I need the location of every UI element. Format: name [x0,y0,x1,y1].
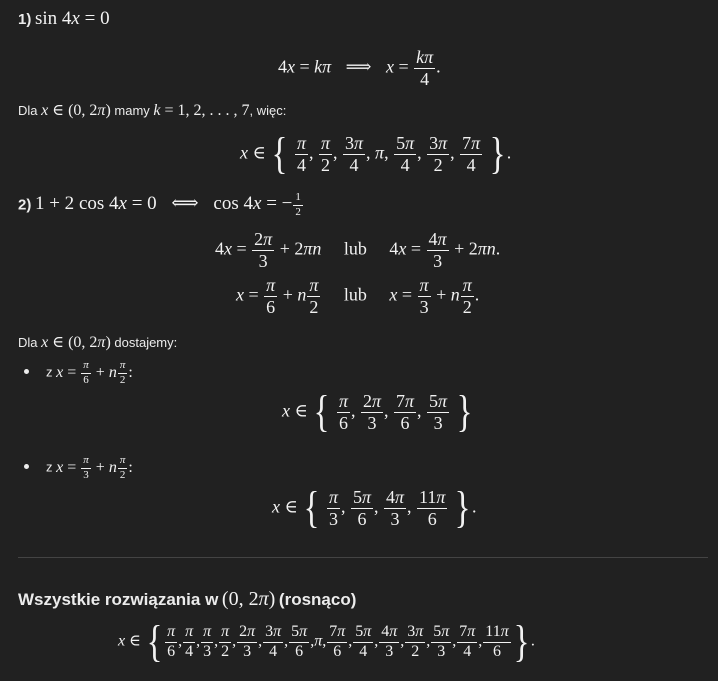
summary-heading: Wszystkie rozwiązania w (0, 2π) (rosnąco) [18,588,357,610]
bullet1-set: x ∈ { $\frac{\pi}{6}$ , $\frac{2\pi}{3}$ , $\frac{7\pi}{6}$ , $\frac{5\pi}{3}$ } [282,387,473,437]
summary-solution-set: x ∈ { $\frac{\pi}{6}$ , $\frac{\pi}{4}$ , $\frac{\pi}{3}$ , $\frac{\pi}{2}$ , $\frac{2\pi}{3}$ , $\frac{3\pi}{4}$ , $\frac{5\pi}{6}$ ,π, $\frac{7\pi}{6}$ , $\frac{5\pi}{4}$ , $\frac{4\pi}{3}$ , $\frac{3\pi}{2}$ , $\frac{5\pi}{3}$ , $\frac{7\pi}{4}$ , $\frac{11\pi}{6}$ } . [118,617,535,666]
section2-number: 2) [18,196,32,214]
bullet2-text: z x = $\frac{\pi}{3}$ + n $\frac{\pi}{2}$ : [46,454,133,481]
section2-line1: 4x = $\frac{2\pi}{3}$ + 2πn lub 4x = $\frac{4\pi}{3}$ + 2πn. [215,229,501,271]
section1-equation: sin 4x = 0 [34,8,110,29]
bullet2-set: x ∈ { $\frac{\pi}{3}$ , $\frac{5\pi}{6}$ , $\frac{4\pi}{3}$ , $\frac{11\pi}{6}$ }. [272,483,477,533]
bullet1-text: z x = $\frac{\pi}{6}$ + n $\frac{\pi}{2}$ : [46,359,133,386]
bullet-marker [24,369,29,374]
section2-range-sentence: Dla x ∈ (0, 2π) dostajemy: [18,334,178,351]
section2-heading [18,192,304,218]
implies-symbol: ⟹ [345,56,372,77]
section2-equation: 1 + 2 cos 4x = 0 ⟺ cos 4x = − $\frac{1}{2}$ [34,191,301,218]
section1-number: 1) [18,11,32,28]
range-math: x ∈ (0, 2π) [41,102,111,119]
k-values: k = 1, 2, . . . , 7 [153,102,250,119]
section1-solution-set: x ∈ { $\frac{\pi}{4}$ , $\frac{\pi}{2}$ , $\frac{3\pi}{4}$ , π, $\frac{5\pi}{4}$ , $\frac{3\pi}{2}$ , $\frac{7\pi}{4}$ }. [240,129,512,179]
section2-line2: x = $\frac{\pi}{6}$ + n $\frac{\pi}{2}$ lub x = $\frac{\pi}{3}$ + n $\frac{\pi}{2}$ . [236,275,480,317]
section-divider [18,557,708,558]
fraction-k-pi-over-4: $\frac{k\pi}{4}$ [416,47,434,89]
section1-solution-line: 4x = kπ ⟹ x = $\frac{k\pi}{4}$ . [278,47,441,89]
section1-heading [18,8,110,30]
bullet-marker [24,464,29,469]
section1-range-sentence: Dla x ∈ (0, 2π) mamy k = 1, 2, . . . , 7, więc: [18,102,287,119]
